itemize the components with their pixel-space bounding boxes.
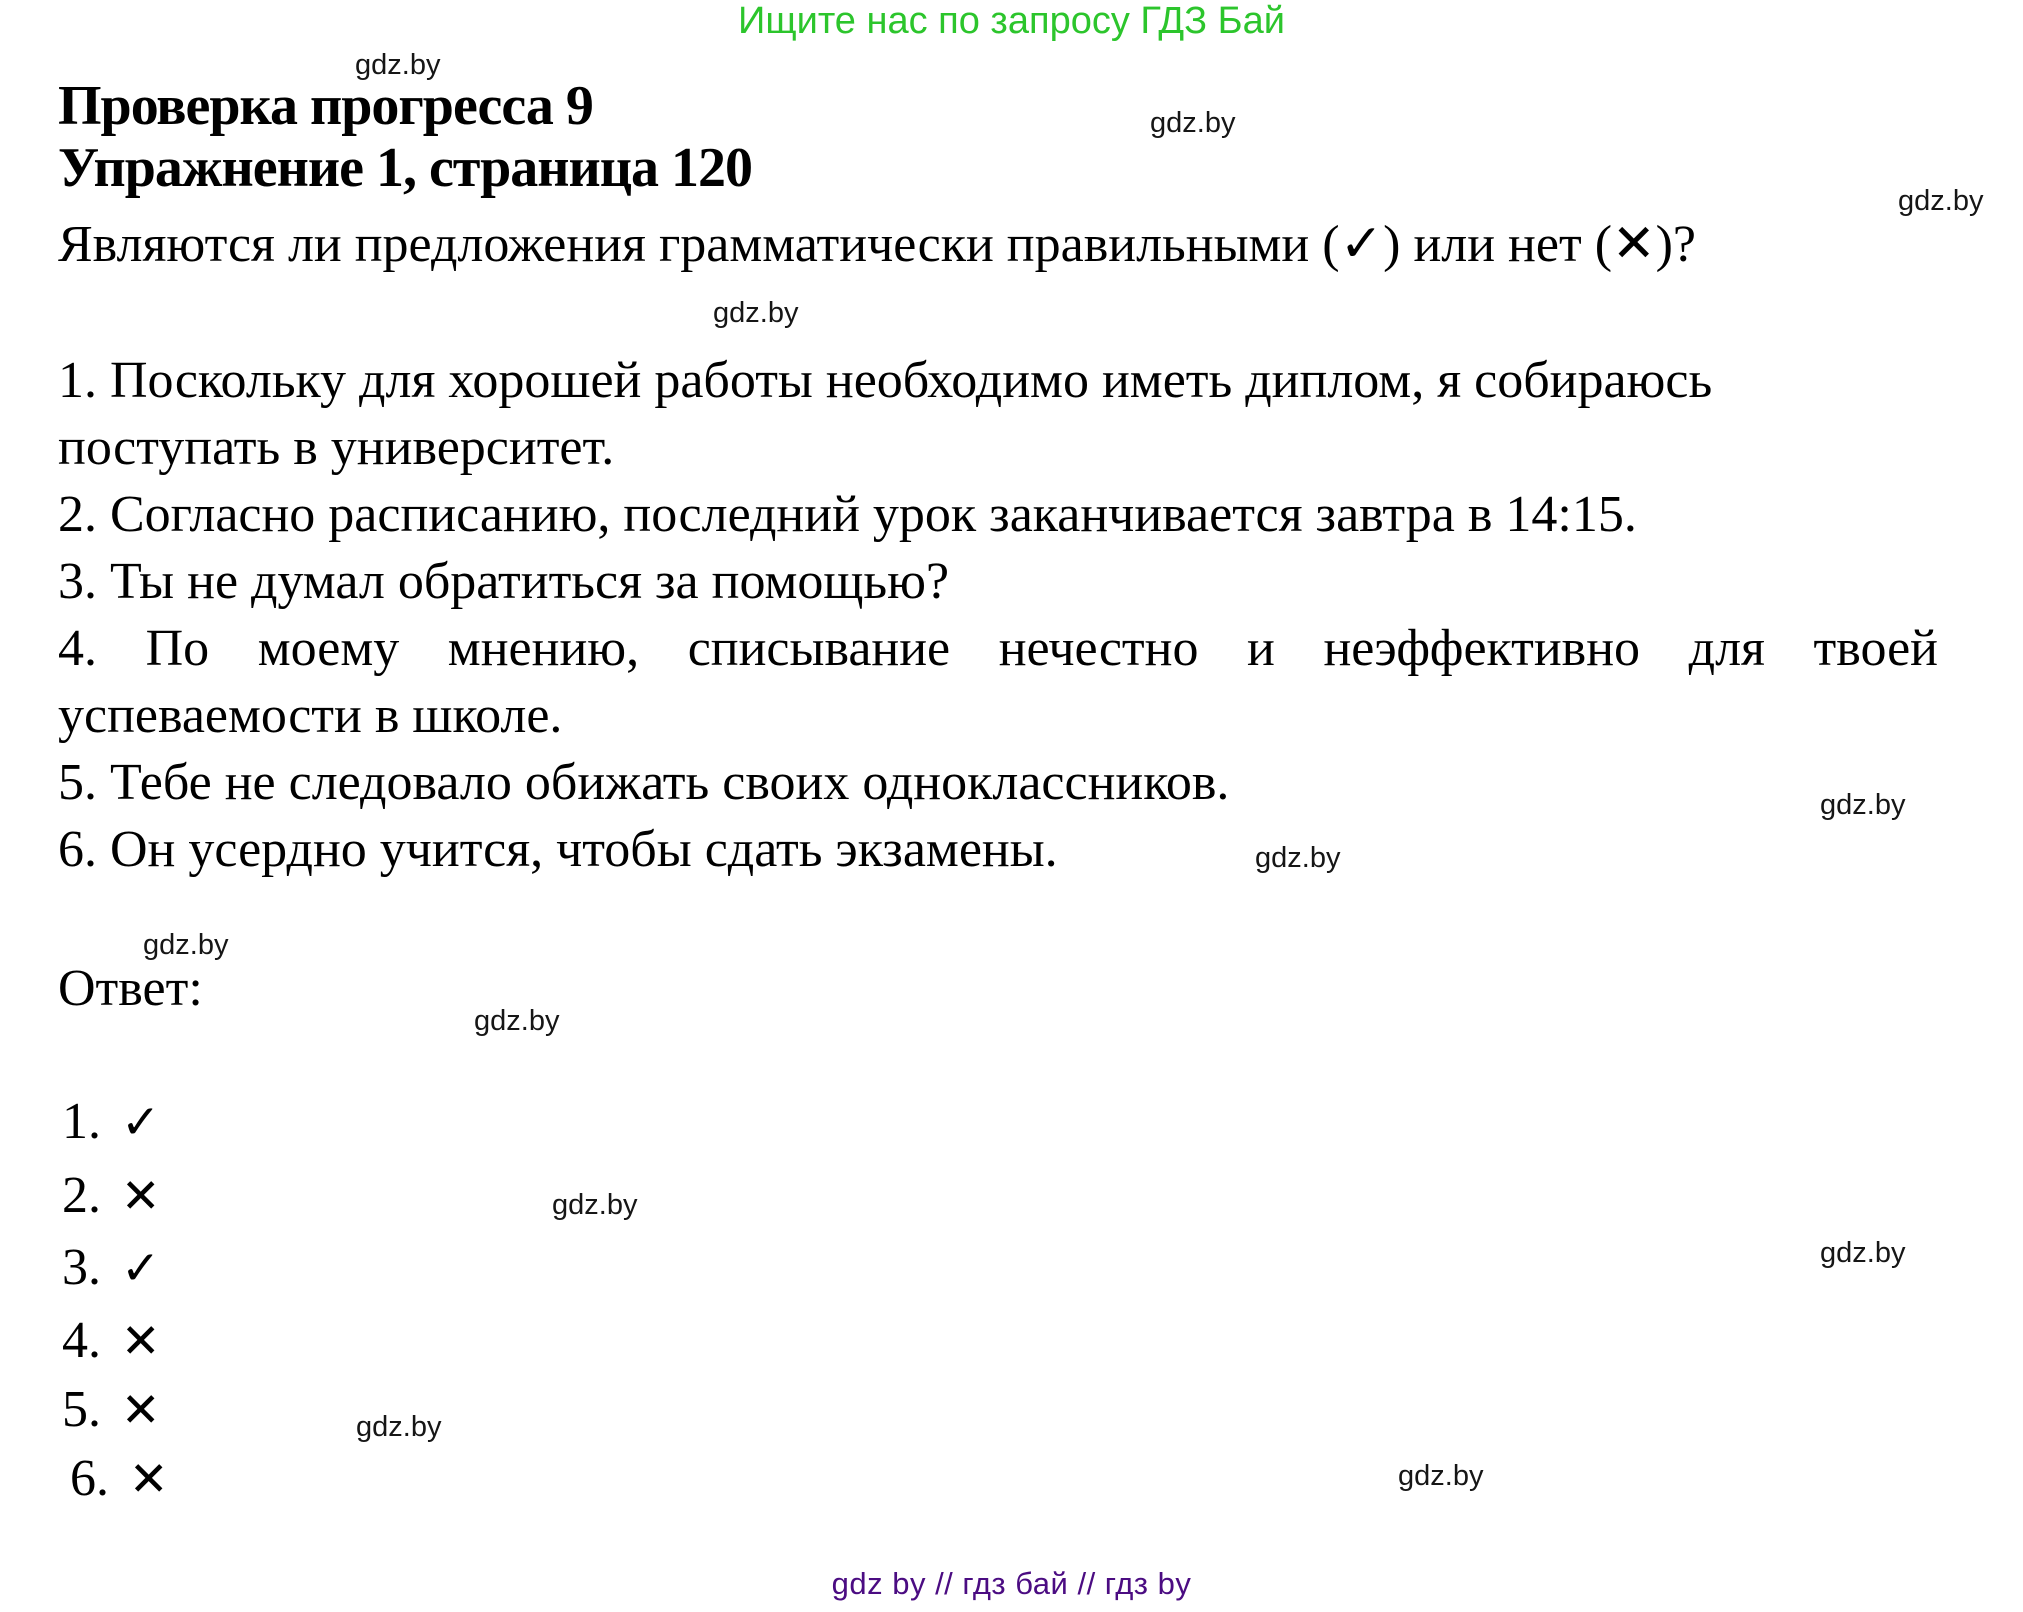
- sentence-line-4b: успеваемости в школе.: [58, 687, 563, 744]
- sentence-line-1b: поступать в университет.: [58, 419, 615, 476]
- answer-number: 2.: [62, 1167, 101, 1224]
- sentence-line-3: 3. Ты не думал обратиться за помощью?: [58, 553, 950, 610]
- heading-progress-check: Проверка прогресса 9: [58, 75, 593, 137]
- cross-icon: ✕: [121, 1383, 161, 1438]
- watermark-gdz: gdz.by: [143, 929, 229, 961]
- answer-number: 3.: [62, 1239, 101, 1296]
- answer-row-5: [62, 1382, 160, 1439]
- answer-row-4: [62, 1313, 160, 1370]
- answer-row-1: [62, 1094, 160, 1151]
- sentence-line-6: 6. Он усердно учится, чтобы сдать экзамены.: [58, 821, 1058, 878]
- watermark-gdz: gdz.by: [1150, 107, 1236, 139]
- watermark-gdz: gdz.by: [1820, 789, 1906, 821]
- heading-exercise: Упражнение 1, страница 120: [58, 137, 753, 199]
- answer-row-6: [70, 1451, 168, 1508]
- answer-row-3: [62, 1240, 160, 1297]
- answer-row-2: [62, 1168, 160, 1225]
- task-question: Являются ли предложения грамматически правильными (✓) или нет (✕)?: [58, 216, 1696, 273]
- answer-number: 1.: [62, 1093, 101, 1150]
- cross-icon: ✕: [121, 1169, 161, 1224]
- watermark-gdz: gdz.by: [474, 1005, 560, 1037]
- answer-number: 5.: [62, 1381, 101, 1438]
- promo-banner: Ищите нас по запросу ГДЗ Бай: [738, 0, 1285, 42]
- watermark-gdz: gdz.by: [356, 1411, 442, 1443]
- answer-label: Ответ:: [58, 960, 203, 1017]
- watermark-gdz: gdz.by: [1898, 185, 1984, 217]
- sentence-line-5: 5. Тебе не следовало обижать своих одноклассников.: [58, 754, 1230, 811]
- cross-icon: ✕: [129, 1452, 169, 1507]
- sentence-line-1a: 1. Поскольку для хорошей работы необходимо иметь диплом, я собираюсь: [58, 352, 1713, 409]
- watermark-gdz: gdz.by: [713, 297, 799, 329]
- watermark-gdz: gdz.by: [355, 49, 441, 81]
- sentence-line-2: 2. Согласно расписанию, последний урок заканчивается завтра в 14:15.: [58, 486, 1637, 543]
- watermark-gdz: gdz.by: [552, 1189, 638, 1221]
- check-icon: ✓: [121, 1095, 161, 1150]
- check-icon: ✓: [121, 1241, 161, 1296]
- answer-number: 4.: [62, 1312, 101, 1369]
- cross-icon: ✕: [121, 1314, 161, 1369]
- answer-number: 6.: [70, 1450, 109, 1507]
- watermark-gdz: gdz.by: [1255, 842, 1341, 874]
- footer-links: gdz by // гдз бай // гдз by: [831, 1566, 1192, 1601]
- watermark-gdz: gdz.by: [1820, 1237, 1906, 1269]
- watermark-gdz: gdz.by: [1398, 1460, 1484, 1492]
- sentence-line-4a: 4. По моему мнению, списывание нечестно и неэффективно для твоей: [58, 620, 1938, 677]
